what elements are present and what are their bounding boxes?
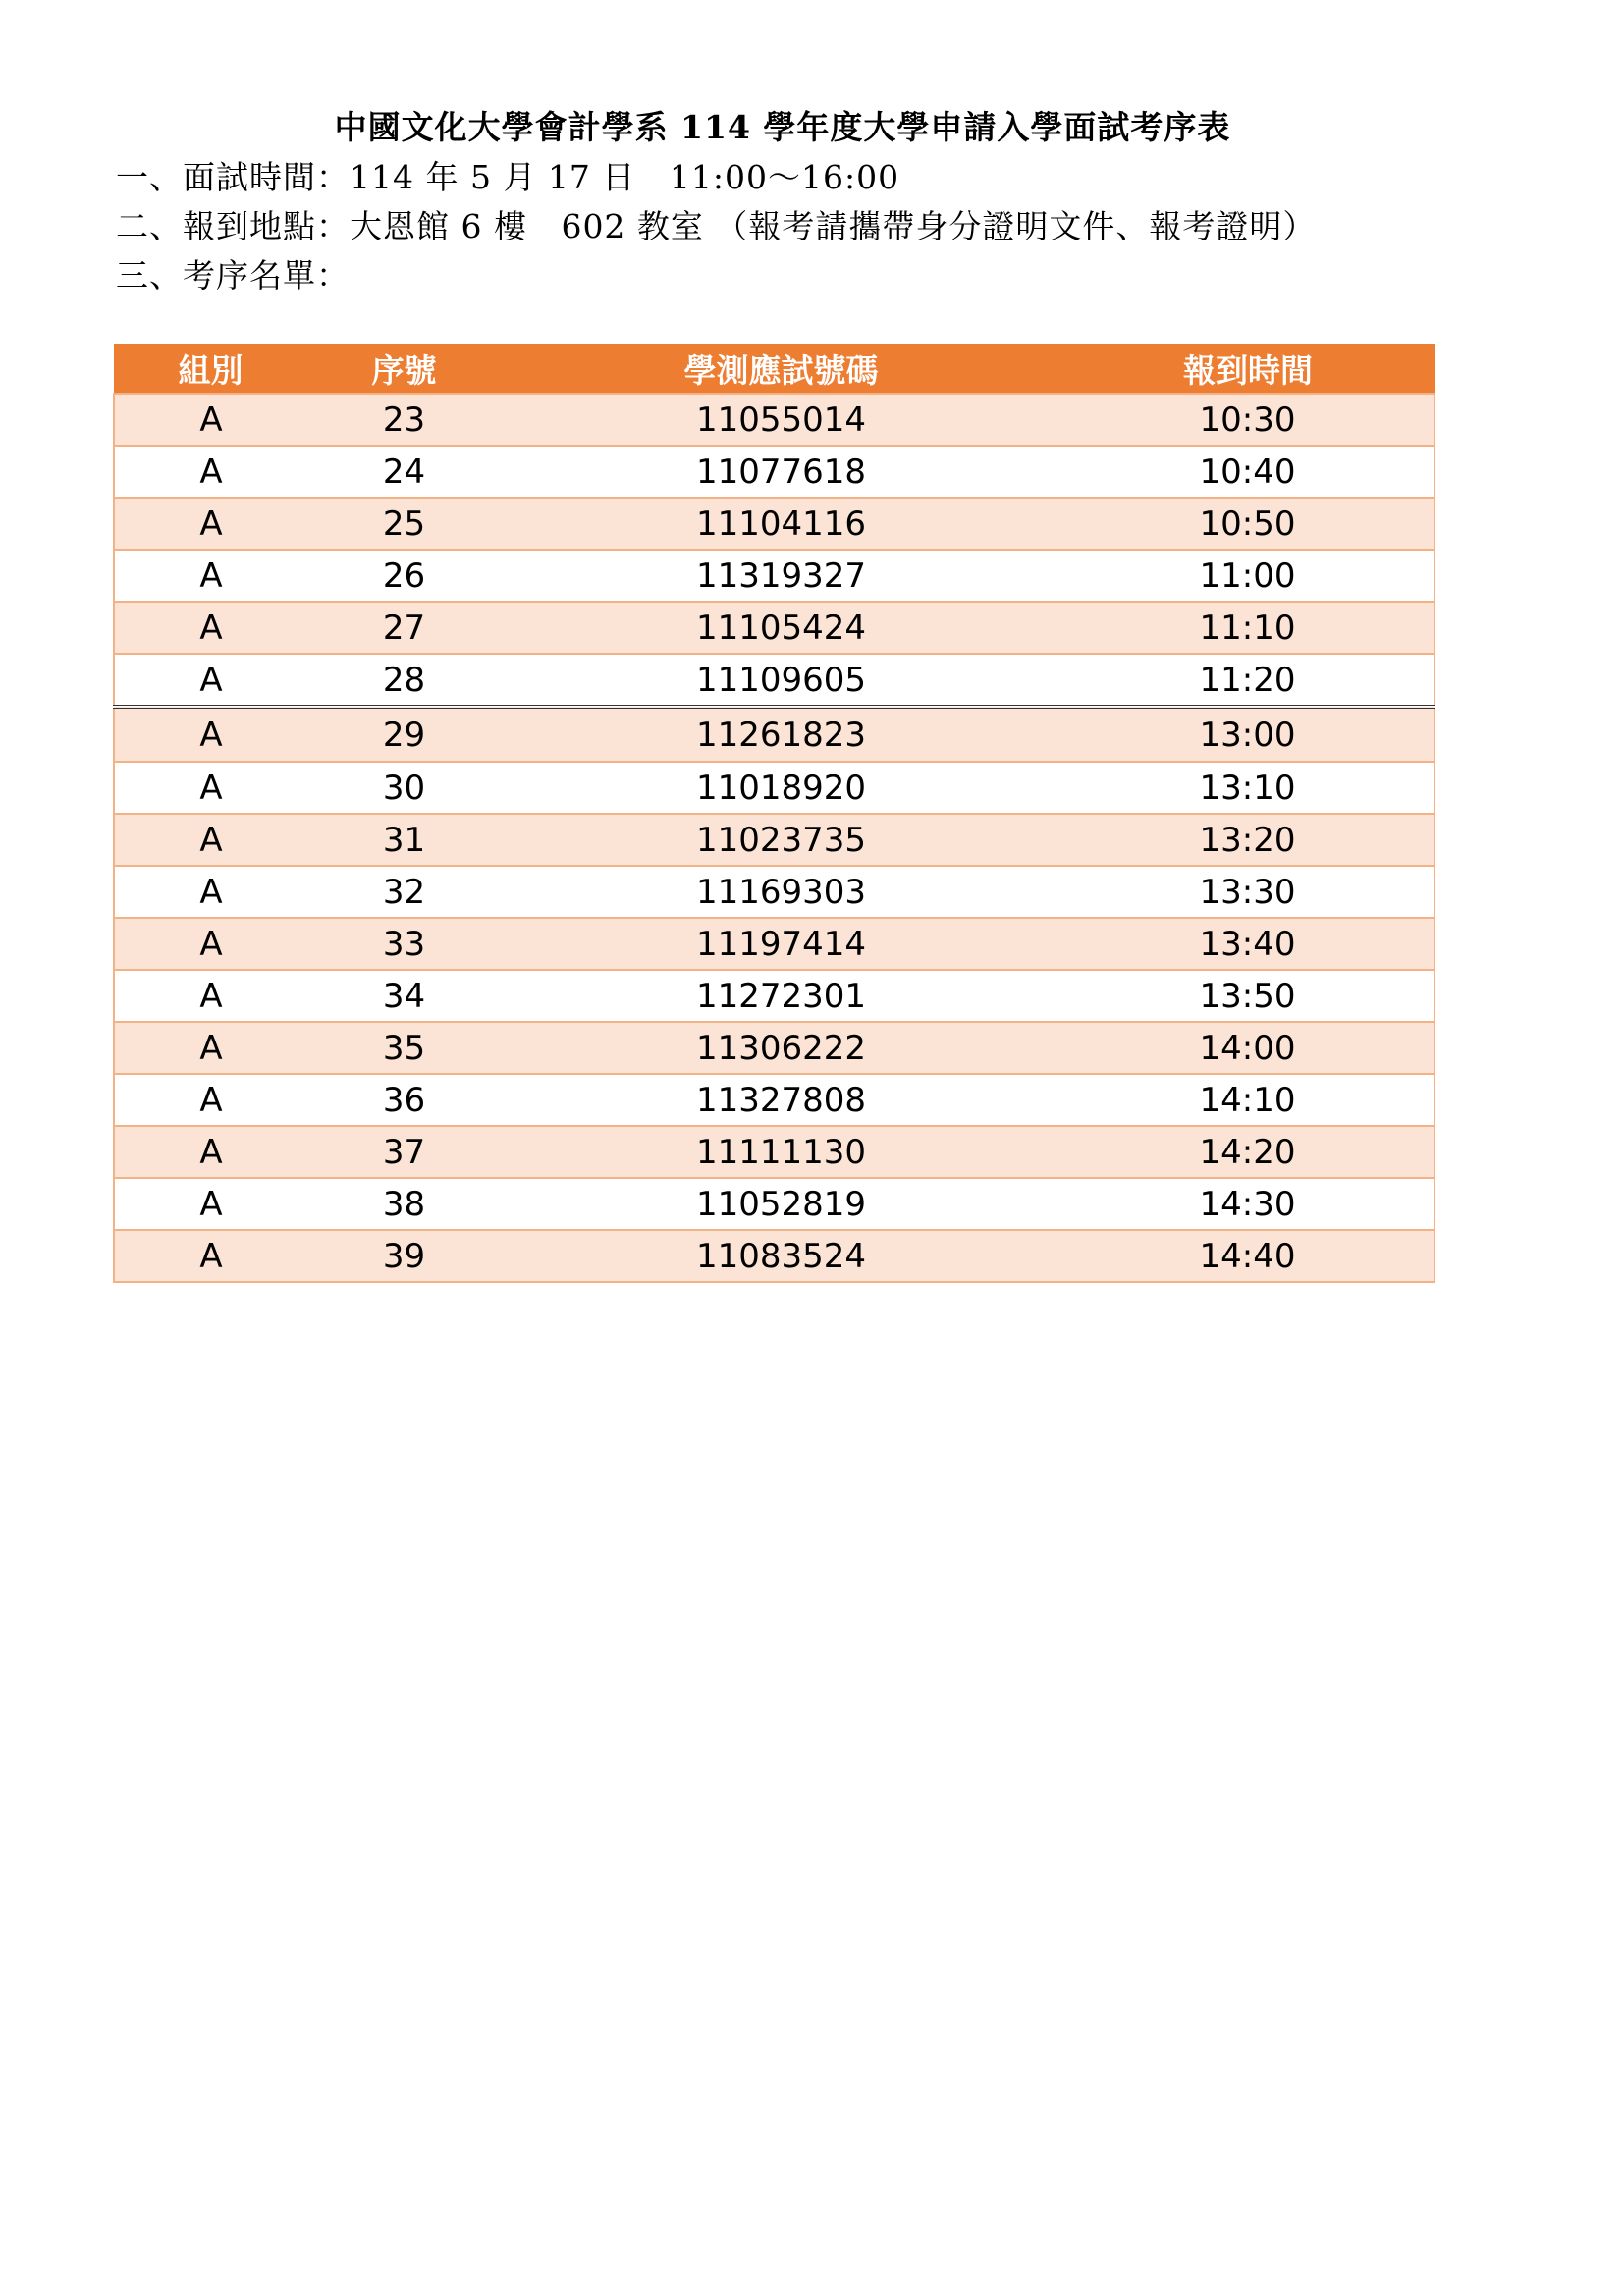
cell-group: A (114, 1022, 307, 1074)
cell-check-in-time: 11:00 (1061, 550, 1435, 602)
table-row (114, 498, 1435, 550)
check-in-location-line: 二、報到地點：大恩館 6 樓 602 教室 （報考請攜帶身分證明文件、報考證明） (116, 207, 1317, 245)
cell-seq: 32 (307, 866, 501, 918)
cell-exam-number: 11105424 (501, 602, 1061, 654)
interview-time-line: 一、面試時間：114 年 5 月 17 日 11:00～16:00 (116, 158, 900, 196)
cell-seq: 36 (307, 1074, 501, 1126)
cell-check-in-time: 14:30 (1061, 1178, 1435, 1230)
table-row (114, 1126, 1435, 1178)
cell-check-in-time: 14:20 (1061, 1126, 1435, 1178)
cell-check-in-time: 10:50 (1061, 498, 1435, 550)
cell-exam-number: 11306222 (501, 1022, 1061, 1074)
cell-check-in-time: 13:40 (1061, 918, 1435, 970)
table-row (114, 394, 1435, 446)
cell-group: A (114, 762, 307, 814)
table-row (114, 814, 1435, 866)
cell-check-in-time: 13:20 (1061, 814, 1435, 866)
cell-check-in-time: 10:30 (1061, 394, 1435, 446)
cell-group: A (114, 970, 307, 1022)
cell-seq: 34 (307, 970, 501, 1022)
cell-group: A (114, 1074, 307, 1126)
table-header-row (114, 344, 1435, 394)
interview-schedule-table (113, 344, 1435, 1283)
document-title: 中國文化大學會計學系 114 學年度大學申請入學面試考序表 (334, 108, 1231, 146)
table-row (114, 970, 1435, 1022)
column-header-group: 組別 (114, 344, 307, 394)
candidate-list-heading: 三、考序名單： (116, 256, 350, 294)
cell-group: A (114, 1230, 307, 1282)
cell-seq: 35 (307, 1022, 501, 1074)
cell-seq: 31 (307, 814, 501, 866)
cell-check-in-time: 11:10 (1061, 602, 1435, 654)
cell-exam-number: 11197414 (501, 918, 1061, 970)
cell-exam-number: 11104116 (501, 498, 1061, 550)
cell-exam-number: 11169303 (501, 866, 1061, 918)
cell-exam-number: 11272301 (501, 970, 1061, 1022)
cell-seq: 26 (307, 550, 501, 602)
cell-exam-number: 11111130 (501, 1126, 1061, 1178)
cell-group: A (114, 866, 307, 918)
cell-group: A (114, 602, 307, 654)
cell-exam-number: 11261823 (501, 707, 1061, 762)
cell-seq: 28 (307, 654, 501, 707)
cell-check-in-time: 11:20 (1061, 654, 1435, 707)
cell-seq: 39 (307, 1230, 501, 1282)
column-header-check-in-time: 報到時間 (1061, 344, 1435, 394)
cell-seq: 30 (307, 762, 501, 814)
cell-seq: 24 (307, 446, 501, 498)
cell-check-in-time: 14:40 (1061, 1230, 1435, 1282)
cell-group: A (114, 498, 307, 550)
table-row (114, 602, 1435, 654)
cell-seq: 23 (307, 394, 501, 446)
cell-check-in-time: 10:40 (1061, 446, 1435, 498)
cell-exam-number: 11023735 (501, 814, 1061, 866)
cell-group: A (114, 446, 307, 498)
cell-check-in-time: 14:10 (1061, 1074, 1435, 1126)
cell-group: A (114, 918, 307, 970)
table-row (114, 446, 1435, 498)
cell-check-in-time: 14:00 (1061, 1022, 1435, 1074)
cell-exam-number: 11109605 (501, 654, 1061, 707)
cell-exam-number: 11055014 (501, 394, 1061, 446)
table-row (114, 1074, 1435, 1126)
table-body (114, 394, 1435, 1282)
cell-exam-number: 11083524 (501, 1230, 1061, 1282)
table-row (114, 918, 1435, 970)
table-row (114, 1230, 1435, 1282)
cell-check-in-time: 13:10 (1061, 762, 1435, 814)
cell-group: A (114, 654, 307, 707)
table-row (114, 707, 1435, 762)
cell-group: A (114, 707, 307, 762)
cell-seq: 29 (307, 707, 501, 762)
cell-check-in-time: 13:00 (1061, 707, 1435, 762)
table-row (114, 762, 1435, 814)
cell-seq: 27 (307, 602, 501, 654)
cell-check-in-time: 13:30 (1061, 866, 1435, 918)
cell-seq: 25 (307, 498, 501, 550)
cell-seq: 37 (307, 1126, 501, 1178)
column-header-seq: 序號 (307, 344, 501, 394)
cell-group: A (114, 814, 307, 866)
cell-exam-number: 11077618 (501, 446, 1061, 498)
cell-exam-number: 11018920 (501, 762, 1061, 814)
table-row (114, 1178, 1435, 1230)
table-row (114, 866, 1435, 918)
cell-exam-number: 11052819 (501, 1178, 1061, 1230)
table-row (114, 654, 1435, 707)
cell-exam-number: 11327808 (501, 1074, 1061, 1126)
column-header-exam-number: 學測應試號碼 (501, 344, 1061, 394)
cell-exam-number: 11319327 (501, 550, 1061, 602)
cell-check-in-time: 13:50 (1061, 970, 1435, 1022)
cell-group: A (114, 1126, 307, 1178)
cell-group: A (114, 394, 307, 446)
cell-group: A (114, 550, 307, 602)
cell-seq: 33 (307, 918, 501, 970)
table-row (114, 1022, 1435, 1074)
cell-seq: 38 (307, 1178, 501, 1230)
cell-group: A (114, 1178, 307, 1230)
table-row (114, 550, 1435, 602)
